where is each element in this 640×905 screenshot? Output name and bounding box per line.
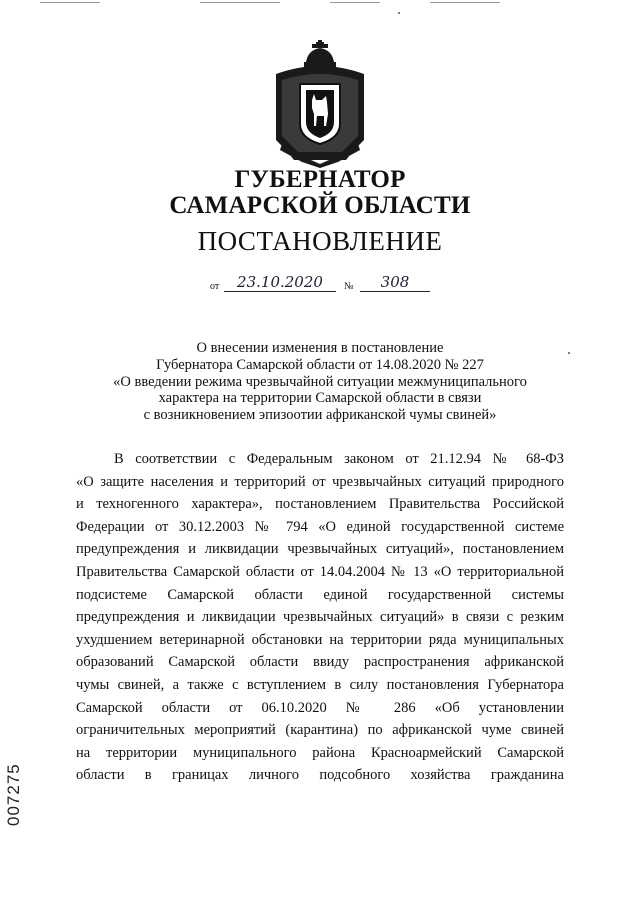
date-prefix: от — [210, 281, 220, 292]
body-line: Правительства Самарской области от 14.04.2004 № 13 «О территориальной — [76, 563, 564, 580]
side-registration-code: 007275 — [4, 763, 23, 826]
authority-title-line1: ГУБЕРНАТОР — [234, 166, 406, 193]
body-line: «О защите населения и территорий от чрезвычайных ситуаций природного — [76, 473, 564, 490]
document-type-title: ПОСТАНОВЛЕНИЕ — [197, 226, 443, 256]
subject-line: с возникновением эпизоотии африканской чумы свиней» — [143, 407, 497, 424]
body-line: подсистеме Самарской области единой государственной системы — [76, 586, 564, 603]
handwritten-number: 308 — [360, 273, 430, 292]
scan-speck — [398, 12, 400, 14]
number-prefix: № — [344, 281, 354, 292]
subject-line: О внесении изменения в постановление — [196, 340, 444, 356]
body-line: Самарской области от 06.10.2020 № 286 «Об установлении — [76, 699, 564, 716]
body-line: В соответствии с Федеральным законом от 21.12.94 № 68-ФЗ — [114, 451, 564, 467]
body-line: на территории муниципального района Красноармейский Самарской — [76, 744, 564, 761]
body-line: и техногенного характера», постановлением Правительства Российской — [76, 496, 564, 513]
subject-line: Губернатора Самарской области от 14.08.2020 № 227 — [156, 356, 484, 373]
body-line: предупреждения и ликвидации чрезвычайных ситуаций» в связи с резким — [76, 609, 564, 626]
body-line: Федерации от 30.12.2003 № 794 «О единой государственной системе — [76, 518, 564, 535]
body-line: образований Самарской области ввиду распространения африканской — [76, 654, 564, 671]
body-line: ограничительных мероприятий (карантина) по африканской чуме свиней — [76, 722, 564, 739]
coat-of-arms-emblem — [272, 40, 368, 168]
body-line: области в границах личного подсобного хозяйства гражданина — [76, 767, 564, 784]
date-number-row — [210, 272, 440, 294]
authority-title-line2: САМАРСКОЙ ОБЛАСТИ — [169, 192, 471, 219]
handwritten-date: 23.10.2020 — [224, 273, 336, 292]
document-subject — [60, 340, 580, 424]
subject-line: «О введении режима чрезвычайной ситуации межмуниципального — [113, 373, 527, 390]
body-line: предупреждения и ликвидации чрезвычайных ситуаций», постановлением — [76, 541, 564, 558]
document-body — [76, 448, 564, 787]
subject-line: характера на территории Самарской области в связи — [158, 390, 482, 407]
scan-speck — [568, 352, 570, 354]
body-line: чумы свиней, а также с вступлением в силу постановления Губернатора — [76, 676, 564, 693]
body-line: ухудшением ветеринарной обстановки на территории ряда муниципальных — [76, 631, 564, 648]
